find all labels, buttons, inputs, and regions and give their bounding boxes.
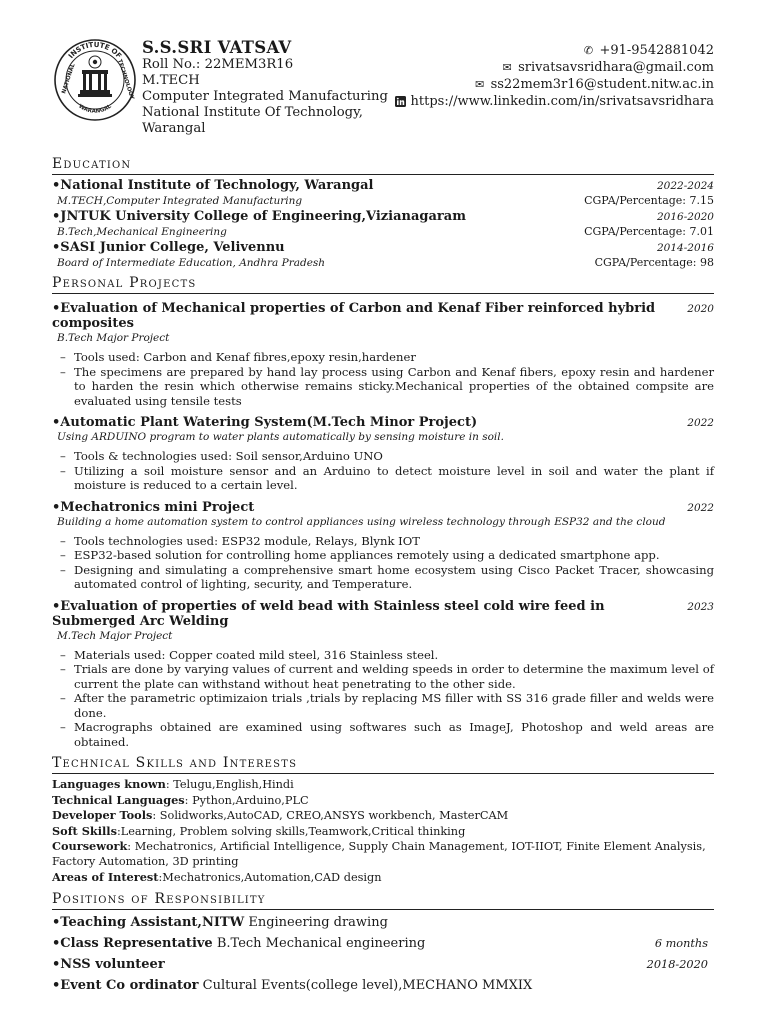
skills-section	[52, 777, 714, 885]
skill-separator: :	[152, 809, 160, 823]
project-description: Using ARDUINO program to water plants automatically by sensing moisture in soil.	[57, 431, 504, 443]
project-description: B.Tech Major Project	[57, 332, 170, 344]
school-years: 2016-2020	[657, 211, 714, 223]
bullet-item: – ESP32-based solution for controlling home appliances remotely using a dedicated smartphone app.	[74, 548, 714, 563]
projects-section	[52, 301, 714, 749]
institute-logo	[52, 32, 138, 128]
linkedin-icon	[395, 96, 406, 107]
education-heading: Education	[52, 156, 714, 175]
skill-value: Learning, Problem solving skills,Teamwork,Critical thinking	[120, 824, 466, 838]
program: Computer Integrated Manufacturing	[142, 89, 388, 104]
project-bullets	[52, 350, 714, 408]
envelope-icon: ✉	[502, 61, 512, 74]
skill-row	[52, 870, 714, 886]
school-grade: CGPA/Percentage: 98	[594, 256, 714, 269]
position-item	[52, 915, 714, 931]
bullet-item: – Utilizing a soil moisture sensor and an Arduino to detect moisture level in soil and water the plant if moisture is reduced to a certain level.	[74, 464, 714, 493]
positions-heading: Positions of Responsibility	[52, 891, 714, 910]
skill-row	[52, 808, 714, 824]
skill-row	[52, 793, 714, 809]
education-item	[52, 209, 714, 238]
skill-label: Languages known	[52, 777, 166, 791]
school-degree: B.Tech,Mechanical Engineering	[57, 226, 227, 238]
school-grade: CGPA/Percentage: 7.15	[584, 194, 714, 207]
skill-row	[52, 824, 714, 840]
linkedin-row	[395, 93, 714, 110]
school-name: •JNTUK University College of Engineering,Vizianagaram	[52, 209, 466, 224]
bullet-item: – Tools used: Carbon and Kenaf fibres,epoxy resin,hardener	[74, 350, 714, 365]
position-role: •Class Representative	[52, 936, 213, 952]
skill-label: Technical Languages	[52, 792, 185, 807]
project-year: 2022	[687, 501, 714, 514]
bullet-item: – Materials used: Copper coated mild steel, 316 Stainless steel.	[74, 648, 714, 663]
position-item	[52, 957, 714, 973]
position-item	[52, 978, 714, 994]
project-bullets	[52, 449, 714, 493]
skill-row	[52, 777, 714, 793]
project-item	[52, 415, 714, 493]
email-row-1	[395, 59, 714, 76]
skill-separator: :	[127, 840, 135, 854]
logo-text-bottom: WARANGAL	[77, 103, 113, 115]
education-item	[52, 178, 714, 207]
positions-section	[52, 915, 714, 994]
skill-value: Python,Arduino,PLC	[192, 793, 309, 807]
roll-number: Roll No.: 22MEM3R16	[142, 57, 294, 72]
skill-label: Coursework	[52, 839, 128, 854]
project-bullets	[52, 534, 714, 592]
skill-label: Soft Skills	[52, 823, 117, 838]
project-bullets	[52, 648, 714, 750]
project-title: •Evaluation of Mechanical properties of Carbon and Kenaf Fiber reinforced hybrid composites	[52, 301, 656, 331]
skill-row	[52, 839, 714, 869]
project-year: 2022	[687, 417, 714, 429]
phone-icon: ✆	[583, 44, 594, 57]
project-year: 2020	[687, 303, 714, 315]
school-degree: M.TECH,Computer Integrated Manufacturing	[57, 195, 303, 207]
project-title: •Automatic Plant Watering System(M.Tech Minor Project)	[52, 415, 478, 430]
email-personal[interactable]: srivatsavsridhara@gmail.com	[518, 60, 714, 75]
skill-value: Solidworks,AutoCAD, CREO,ANSYS workbench, MasterCAM	[159, 809, 509, 823]
skill-separator: :	[165, 778, 174, 791]
envelope-icon: ✉	[474, 78, 485, 91]
svg-text:WARANGAL	[77, 103, 113, 114]
degree: M.TECH	[142, 73, 200, 88]
position-detail: Cultural Events(college level),MECHANO MMXIX	[202, 978, 533, 994]
contact-block	[395, 32, 714, 150]
identity-block	[52, 32, 388, 150]
project-title: •Evaluation of properties of weld bead with Stainless steel cold wire feed in Submerged Arc Welding	[52, 598, 605, 629]
resume-page	[52, 32, 714, 994]
school-degree: Board of Intermediate Education, Andhra Pradesh	[57, 257, 326, 269]
position-detail: Engineering drawing	[248, 915, 388, 931]
position-item	[52, 936, 714, 952]
position-role: •Event Co ordinator	[52, 978, 199, 994]
identity-text	[142, 32, 388, 150]
position-role: •NSS volunteer	[52, 957, 165, 973]
bullet-item: – Macrographs obtained are examined using softwares such as ImageJ, Photoshop and weld areas are obtained.	[74, 720, 714, 749]
skill-separator: :	[184, 793, 193, 807]
linkedin-url[interactable]: https://www.linkedin.com/in/srivatsavsridhara	[410, 94, 714, 109]
bullet-item: – Tools technologies used: ESP32 module, Relays, Blynk IOT	[74, 534, 714, 549]
logo-text-left: NATIONAL	[61, 63, 77, 95]
skill-separator: :	[116, 824, 121, 838]
logo-text-right: TECHNOLOGY	[116, 58, 135, 101]
bullet-item: – Tools & technologies used: Soil sensor,Arduino UNO	[74, 449, 714, 464]
resume-header	[52, 32, 714, 150]
school-name: •SASI Junior College, Velivennu	[52, 240, 285, 255]
candidate-name: S.S.SRI VATSAV	[142, 38, 292, 57]
skill-separator: :	[158, 870, 163, 884]
position-role: •Teaching Assistant,NITW	[52, 915, 245, 931]
position-date: 6 months	[654, 937, 708, 951]
education-item	[52, 240, 714, 269]
school-years: 2014-2016	[657, 242, 714, 254]
position-date: 2018-2020	[646, 958, 708, 972]
project-title: •Mechatronics mini Project	[52, 499, 255, 515]
project-description: M.Tech Major Project	[57, 629, 173, 642]
education-section	[52, 178, 714, 269]
project-item	[52, 500, 714, 592]
skill-value: Mechatronics, Artificial Intelligence, Supply Chain Management, IOT-IIOT, Finite Element Analysis, Factory Automation, 3D printing	[52, 840, 706, 868]
project-item	[52, 599, 714, 750]
bullet-item: – Trials are done by varying values of current and welding speeds in order to determine the maximum level of current the plate can withstand without heat penetrating to the other side.	[74, 662, 714, 691]
email-row-2	[395, 76, 714, 93]
projects-heading: Personal Projects	[52, 275, 714, 294]
school-grade: CGPA/Percentage: 7.01	[584, 225, 714, 238]
skill-value: Telugu,English,Hindi	[173, 778, 294, 791]
project-description: Building a home automation system to control appliances using wireless technology through ESP32 and the cloud	[57, 515, 666, 528]
phone-number[interactable]: +91-9542881042	[599, 43, 714, 58]
bullet-item: – Designing and simulating a comprehensive smart home ecosystem using Cisco Packet Tracer, showcasing automated control of lighting, security, and Temperature.	[74, 563, 714, 592]
school-years: 2022-2024	[657, 180, 714, 192]
city: Warangal	[142, 121, 206, 136]
skill-value: Mechatronics,Automation,CAD design	[162, 870, 382, 884]
phone-row	[395, 42, 714, 59]
project-item	[52, 301, 714, 408]
bullet-item: – The specimens are prepared by hand lay process using Carbon and Kenaf fibers, epoxy resin and hardener to harden the resin which otherwise remains sticky.Mechanical properties of the obtained compsite are evaluated using tensile tests	[74, 365, 714, 409]
logo-text-top: INSTITUTE OF	[66, 40, 123, 61]
bullet-item: – After the parametric optimizaion trials ,trials by replacing MS filler with SS 316 grade filler and welds were done.	[74, 691, 714, 720]
skills-heading: Technical Skills and Interests	[52, 755, 714, 774]
project-year: 2023	[687, 600, 714, 613]
position-detail: B.Tech Mechanical engineering	[216, 936, 426, 952]
institute: National Institute Of Technology,	[142, 105, 363, 120]
school-name: •National Institute of Technology, Warangal	[52, 178, 374, 193]
email-student[interactable]: ss22mem3r16@student.nitw.ac.in	[490, 77, 714, 92]
skill-label: Areas of Interest	[52, 869, 159, 884]
skill-label: Developer Tools	[52, 808, 153, 823]
